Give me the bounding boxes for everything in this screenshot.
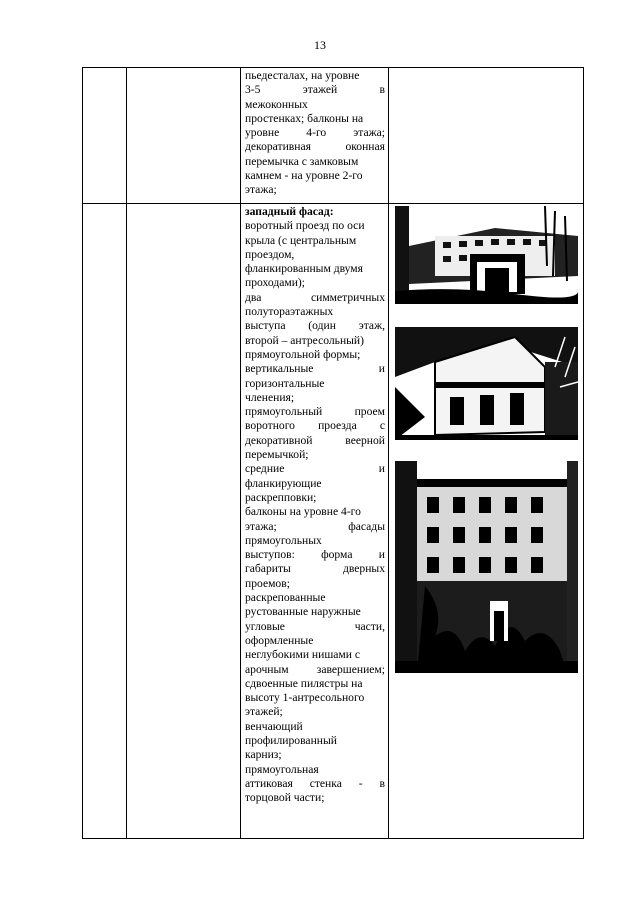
text-line: второй – антресольный): [245, 333, 365, 347]
row1-description: [245, 69, 385, 198]
text-line: сдвоенные пилястры на: [245, 676, 363, 690]
text-line: проходами);: [245, 276, 305, 290]
text-line: угловые части,: [245, 619, 385, 633]
text-line: венчающий: [245, 719, 303, 733]
page-number: 13: [314, 38, 326, 52]
text-line: рустованные наружные: [245, 605, 361, 619]
text-line: межоконных: [245, 97, 308, 111]
text-line: полутораэтажных: [245, 305, 334, 319]
text-line: балконы на уровне 4-го: [245, 505, 361, 519]
text-line: оформленные: [245, 633, 314, 647]
text-line: выступов: форма и: [245, 548, 385, 562]
text-line: карниз;: [245, 748, 282, 762]
facade-photo-1: [395, 206, 578, 304]
text-line: торцовой части;: [245, 791, 325, 805]
text-line: профилированный: [245, 733, 337, 747]
text-line: фланкирующие: [245, 476, 322, 490]
text-line: крыла (с центральным: [245, 233, 357, 247]
text-line: фланкированным двумя: [245, 262, 363, 276]
column-divider: [126, 68, 127, 838]
text-line: воротный проезд по оси: [245, 219, 365, 233]
text-line: раскрепованные: [245, 591, 326, 605]
text-line: проемов;: [245, 576, 290, 590]
text-line: высоту 1-антресольного: [245, 691, 365, 705]
column-divider: [388, 68, 389, 838]
facade-photo-3: [395, 461, 578, 673]
text-line: декоративная оконная: [245, 140, 385, 154]
text-line: два симметричных: [245, 290, 385, 304]
text-line: простенках; балконы на: [245, 111, 364, 125]
text-line: горизонтальные: [245, 376, 325, 390]
text-line: камнем - на уровне 2-го: [245, 169, 363, 183]
text-line: прямоугольной формы;: [245, 347, 361, 361]
text-line: уровне 4-го этажа;: [245, 126, 385, 140]
text-line: декоративной веерной: [245, 433, 385, 447]
text-line: неглубокими нишами с: [245, 648, 360, 662]
column-divider: [240, 68, 241, 838]
facade-heading: западный фасад:: [245, 205, 334, 218]
text-line: этажа; фасады: [245, 519, 385, 533]
text-line: проездом,: [245, 247, 295, 261]
text-line: перемычка с замковым: [245, 154, 359, 168]
text-line: раскрепповки;: [245, 490, 317, 504]
text-line: габариты дверных: [245, 562, 385, 576]
row2-description: [245, 205, 385, 805]
text-line: перемычкой;: [245, 448, 309, 462]
text-line: прямоугольных: [245, 533, 322, 547]
row-divider: [83, 203, 583, 204]
text-line: членения;: [245, 390, 295, 404]
text-line: прямоугольный проем: [245, 405, 385, 419]
register-table: [82, 67, 584, 839]
building-photo: [395, 461, 578, 673]
building-photo: [395, 327, 578, 440]
facade-photo-2: [395, 327, 578, 440]
text-line: пьедесталах, на уровне: [245, 69, 360, 82]
text-line: вертикальные и: [245, 362, 385, 376]
text-line: этажа;: [245, 183, 277, 197]
text-line: прямоугольная: [245, 762, 319, 776]
text-line: арочным завершением;: [245, 662, 385, 676]
text-line: аттиковая стенка - в: [245, 776, 385, 790]
building-photo: [395, 206, 578, 304]
text-line: 3-5 этажей в: [245, 83, 385, 97]
text-line: этажей;: [245, 705, 283, 719]
text-line: выступа (один этаж,: [245, 319, 385, 333]
text-line: воротного проезда с: [245, 419, 385, 433]
text-line: средние и: [245, 462, 385, 476]
